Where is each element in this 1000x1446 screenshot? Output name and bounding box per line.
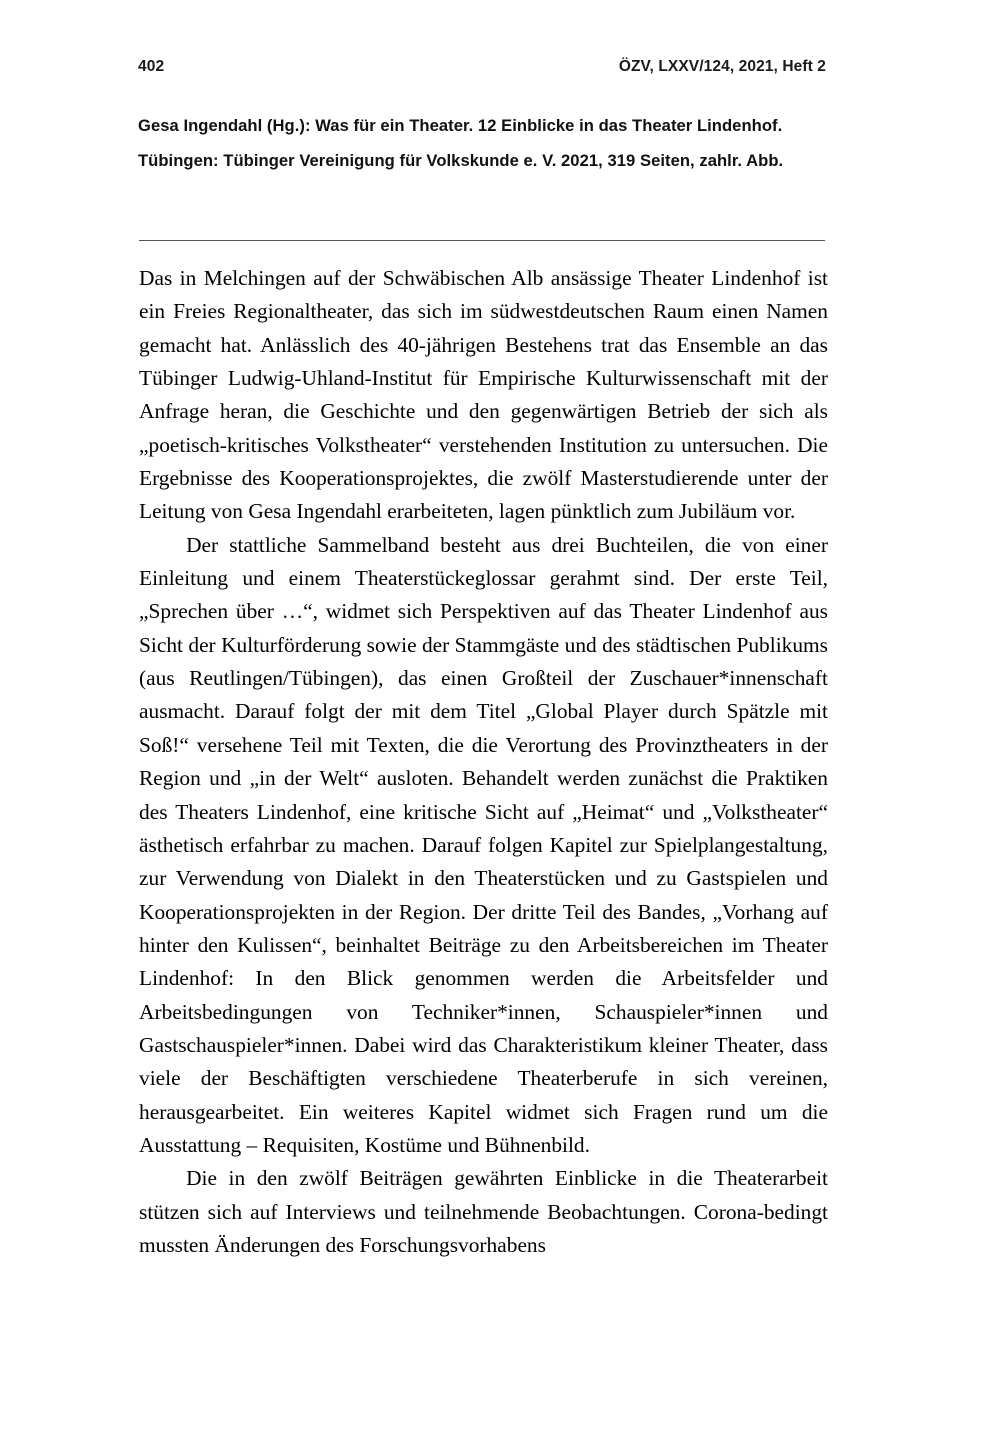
- review-body: [139, 262, 828, 1262]
- page-header: [138, 58, 826, 76]
- paragraph-3: Die in den zwölf Beiträgen gewährten Einblicke in die Theaterarbeit stützen sich auf Interviews und teilnehmende Beobachtungen. Corona-bedingt mussten Änderungen des Forschungsvorhabens: [139, 1166, 828, 1257]
- running-title: ÖZV, LXXV/124, 2021, Heft 2: [618, 58, 826, 75]
- page-number: 402: [138, 58, 165, 75]
- book-reference-heading: Gesa Ingendahl (Hg.): Was für ein Theater. 12 Einblicke in das Theater Lindenhof. Tübingen: Tübinger Vereinigung für Volkskunde e. V. 2021, 319 Seiten, zahlr. Abb.: [138, 116, 784, 170]
- paragraph-1: Das in Melchingen auf der Schwäbischen Alb ansässige Theater Lindenhof ist ein Freies Regionaltheater, das sich im südwestdeutschen Raum einen Namen gemacht hat. Anlässlich des 40-jährigen Bestehens trat das Ensemble an das Tübinger Ludwig-Uhland-Institut für Empirische Kulturwissenschaft mit der Anfrage heran, die Geschichte und den gegenwärtigen Betrieb der sich als „poetisch-kritisches Volkstheater“ verstehenden Institution zu untersuchen. Die Ergebnisse des Kooperationsprojektes, die zwölf Masterstudierende unter der Leitung von Gesa Ingendahl erarbeiteten, lagen pünktlich zum Jubiläum vor.: [139, 266, 828, 524]
- paragraph-2: Der stattliche Sammelband besteht aus drei Buchteilen, die von einer Einleitung und einem Theaterstückeglossar gerahmt sind. Der erste Teil, „Sprechen über …“, widmet sich Perspektiven auf das Theater Lindenhof aus Sicht der Kulturförderung sowie der Stammgäste und des städtischen Publikums (aus Reutlingen/Tübingen), das einen Großteil der Zuschauer*innenschaft ausmacht. Darauf folgt der mit dem Titel „Global Player durch Spätzle mit Soß!“ versehene Teil mit Texten, die die Verortung des Provinztheaters in der Region und „in der Welt“ ausloten. Behandelt werden zunächst die Praktiken des Theaters Lindenhof, eine kritische Sicht auf „Heimat“ und „Volkstheater“ ästhetisch erfahrbar zu machen. Darauf folgen Kapitel zur Spielplangestaltung, zur Verwendung von Dialekt in den Theaterstücken und zu Gastspielen und Kooperationsprojekten in der Region. Der dritte Teil des Bandes, „Vorhang auf hinter den Kulissen“, beinhaltet Beiträge zu den Arbeitsbereichen im Theater Lindenhof: In den Blick genommen werden die Arbeitsfelder und Arbeitsbedingungen von Techniker*innen, Schauspieler*innen und Gastschauspieler*innen. Dabei wird das Charakteristikum kleiner Theater, dass viele der Beschäftigten verschiedene Theaterberufe in sich vereinen, herausgearbeitet. Ein weiteres Kapitel widmet sich Fragen rund um die Ausstattung – Requisiten, Kostüme und Bühnenbild.: [139, 532, 828, 1157]
- horizontal-rule: [139, 240, 825, 241]
